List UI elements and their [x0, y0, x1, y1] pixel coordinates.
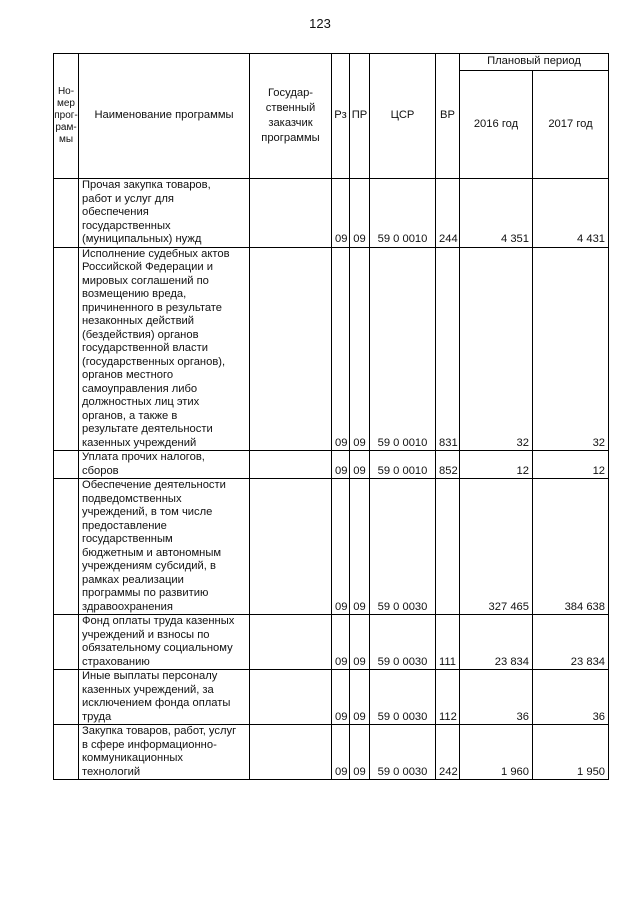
budget-table: [53, 53, 609, 780]
cell-csr: 59 0 0010: [370, 451, 436, 479]
cell-program-name: Прочая закупка товаров, работ и услуг для обеспечения государственных (муниципальных) нужд: [79, 179, 250, 248]
cell-number: [54, 615, 79, 670]
cell-2017: 32: [533, 247, 609, 451]
table-row: [54, 179, 609, 248]
header-csr: ЦСР: [370, 54, 436, 179]
cell-rz: 09: [332, 451, 350, 479]
cell-2016: 36: [460, 670, 533, 725]
header-name: Наименование программы: [79, 54, 250, 179]
cell-csr: 59 0 0010: [370, 247, 436, 451]
cell-pr: 09: [350, 179, 370, 248]
cell-program-name: Уплата прочих налогов, сборов: [79, 451, 250, 479]
cell-csr: 59 0 0010: [370, 179, 436, 248]
cell-2017: 384 638: [533, 479, 609, 615]
cell-vr: 112: [436, 670, 460, 725]
cell-2016: 327 465: [460, 479, 533, 615]
cell-program-name: Исполнение судебных актов Российской Федерации и мировых соглашений по возмещению вреда, причиненного в результате незаконных действий (бездействия) органов государственной власти (государственных органов), органов местного самоуправления либо должностных лиц этих органов, а также в результате деятельности казенных учреждений: [79, 247, 250, 451]
header-rz: Рз: [332, 54, 350, 179]
cell-customer: [250, 670, 332, 725]
cell-2017: 4 431: [533, 179, 609, 248]
cell-pr: 09: [350, 479, 370, 615]
cell-pr: 09: [350, 247, 370, 451]
cell-customer: [250, 451, 332, 479]
table-row: [54, 670, 609, 725]
cell-2017: 36: [533, 670, 609, 725]
cell-number: [54, 725, 79, 780]
cell-csr: 59 0 0030: [370, 670, 436, 725]
cell-2016: 12: [460, 451, 533, 479]
cell-csr: 59 0 0030: [370, 479, 436, 615]
table-body: [54, 179, 609, 780]
cell-2017: 12: [533, 451, 609, 479]
cell-2016: 1 960: [460, 725, 533, 780]
cell-2016: 4 351: [460, 179, 533, 248]
table-row: [54, 451, 609, 479]
cell-csr: 59 0 0030: [370, 615, 436, 670]
header-year-2017: 2017 год: [533, 71, 609, 179]
cell-customer: [250, 247, 332, 451]
cell-customer: [250, 615, 332, 670]
cell-2017: 23 834: [533, 615, 609, 670]
header-pr: ПР: [350, 54, 370, 179]
cell-program-name: Закупка товаров, работ, услуг в сфере информационно- коммуникационных технологий: [79, 725, 250, 780]
cell-number: [54, 479, 79, 615]
cell-pr: 09: [350, 615, 370, 670]
cell-2016: 32: [460, 247, 533, 451]
cell-rz: 09: [332, 725, 350, 780]
header-vr: ВР: [436, 54, 460, 179]
header-row: [54, 54, 609, 71]
cell-program-name: Обеспечение деятельности подведомственных учреждений, в том числе предоставление государственным бюджетным и автономным учреждениям субсидий, в рамках реализации программы по развитию здравоохранения: [79, 479, 250, 615]
cell-customer: [250, 479, 332, 615]
cell-vr: [436, 479, 460, 615]
cell-vr: 242: [436, 725, 460, 780]
cell-rz: 09: [332, 479, 350, 615]
cell-program-name: Иные выплаты персоналу казенных учреждений, за исключением фонда оплаты труда: [79, 670, 250, 725]
cell-rz: 09: [332, 247, 350, 451]
cell-customer: [250, 179, 332, 248]
table-row: [54, 615, 609, 670]
cell-number: [54, 670, 79, 725]
cell-vr: 852: [436, 451, 460, 479]
cell-vr: 831: [436, 247, 460, 451]
cell-customer: [250, 725, 332, 780]
cell-2017: 1 950: [533, 725, 609, 780]
header-customer: Государ- ственный заказчик программы: [250, 54, 332, 179]
cell-pr: 09: [350, 670, 370, 725]
cell-rz: 09: [332, 615, 350, 670]
cell-vr: 111: [436, 615, 460, 670]
cell-pr: 09: [350, 725, 370, 780]
cell-csr: 59 0 0030: [370, 725, 436, 780]
table-row: [54, 725, 609, 780]
cell-number: [54, 451, 79, 479]
cell-rz: 09: [332, 670, 350, 725]
cell-rz: 09: [332, 179, 350, 248]
cell-number: [54, 179, 79, 248]
header-year-2016: 2016 год: [460, 71, 533, 179]
header-planned-period: Плановый период: [460, 54, 609, 71]
cell-program-name: Фонд оплаты труда казенных учреждений и взносы по обязательному социальному страхованию: [79, 615, 250, 670]
page-number: 123: [309, 16, 331, 31]
table-row: [54, 479, 609, 615]
cell-number: [54, 247, 79, 451]
table-row: [54, 247, 609, 451]
cell-vr: 244: [436, 179, 460, 248]
header-number: Но- мер прог- рам- мы: [54, 54, 79, 179]
cell-pr: 09: [350, 451, 370, 479]
cell-2016: 23 834: [460, 615, 533, 670]
